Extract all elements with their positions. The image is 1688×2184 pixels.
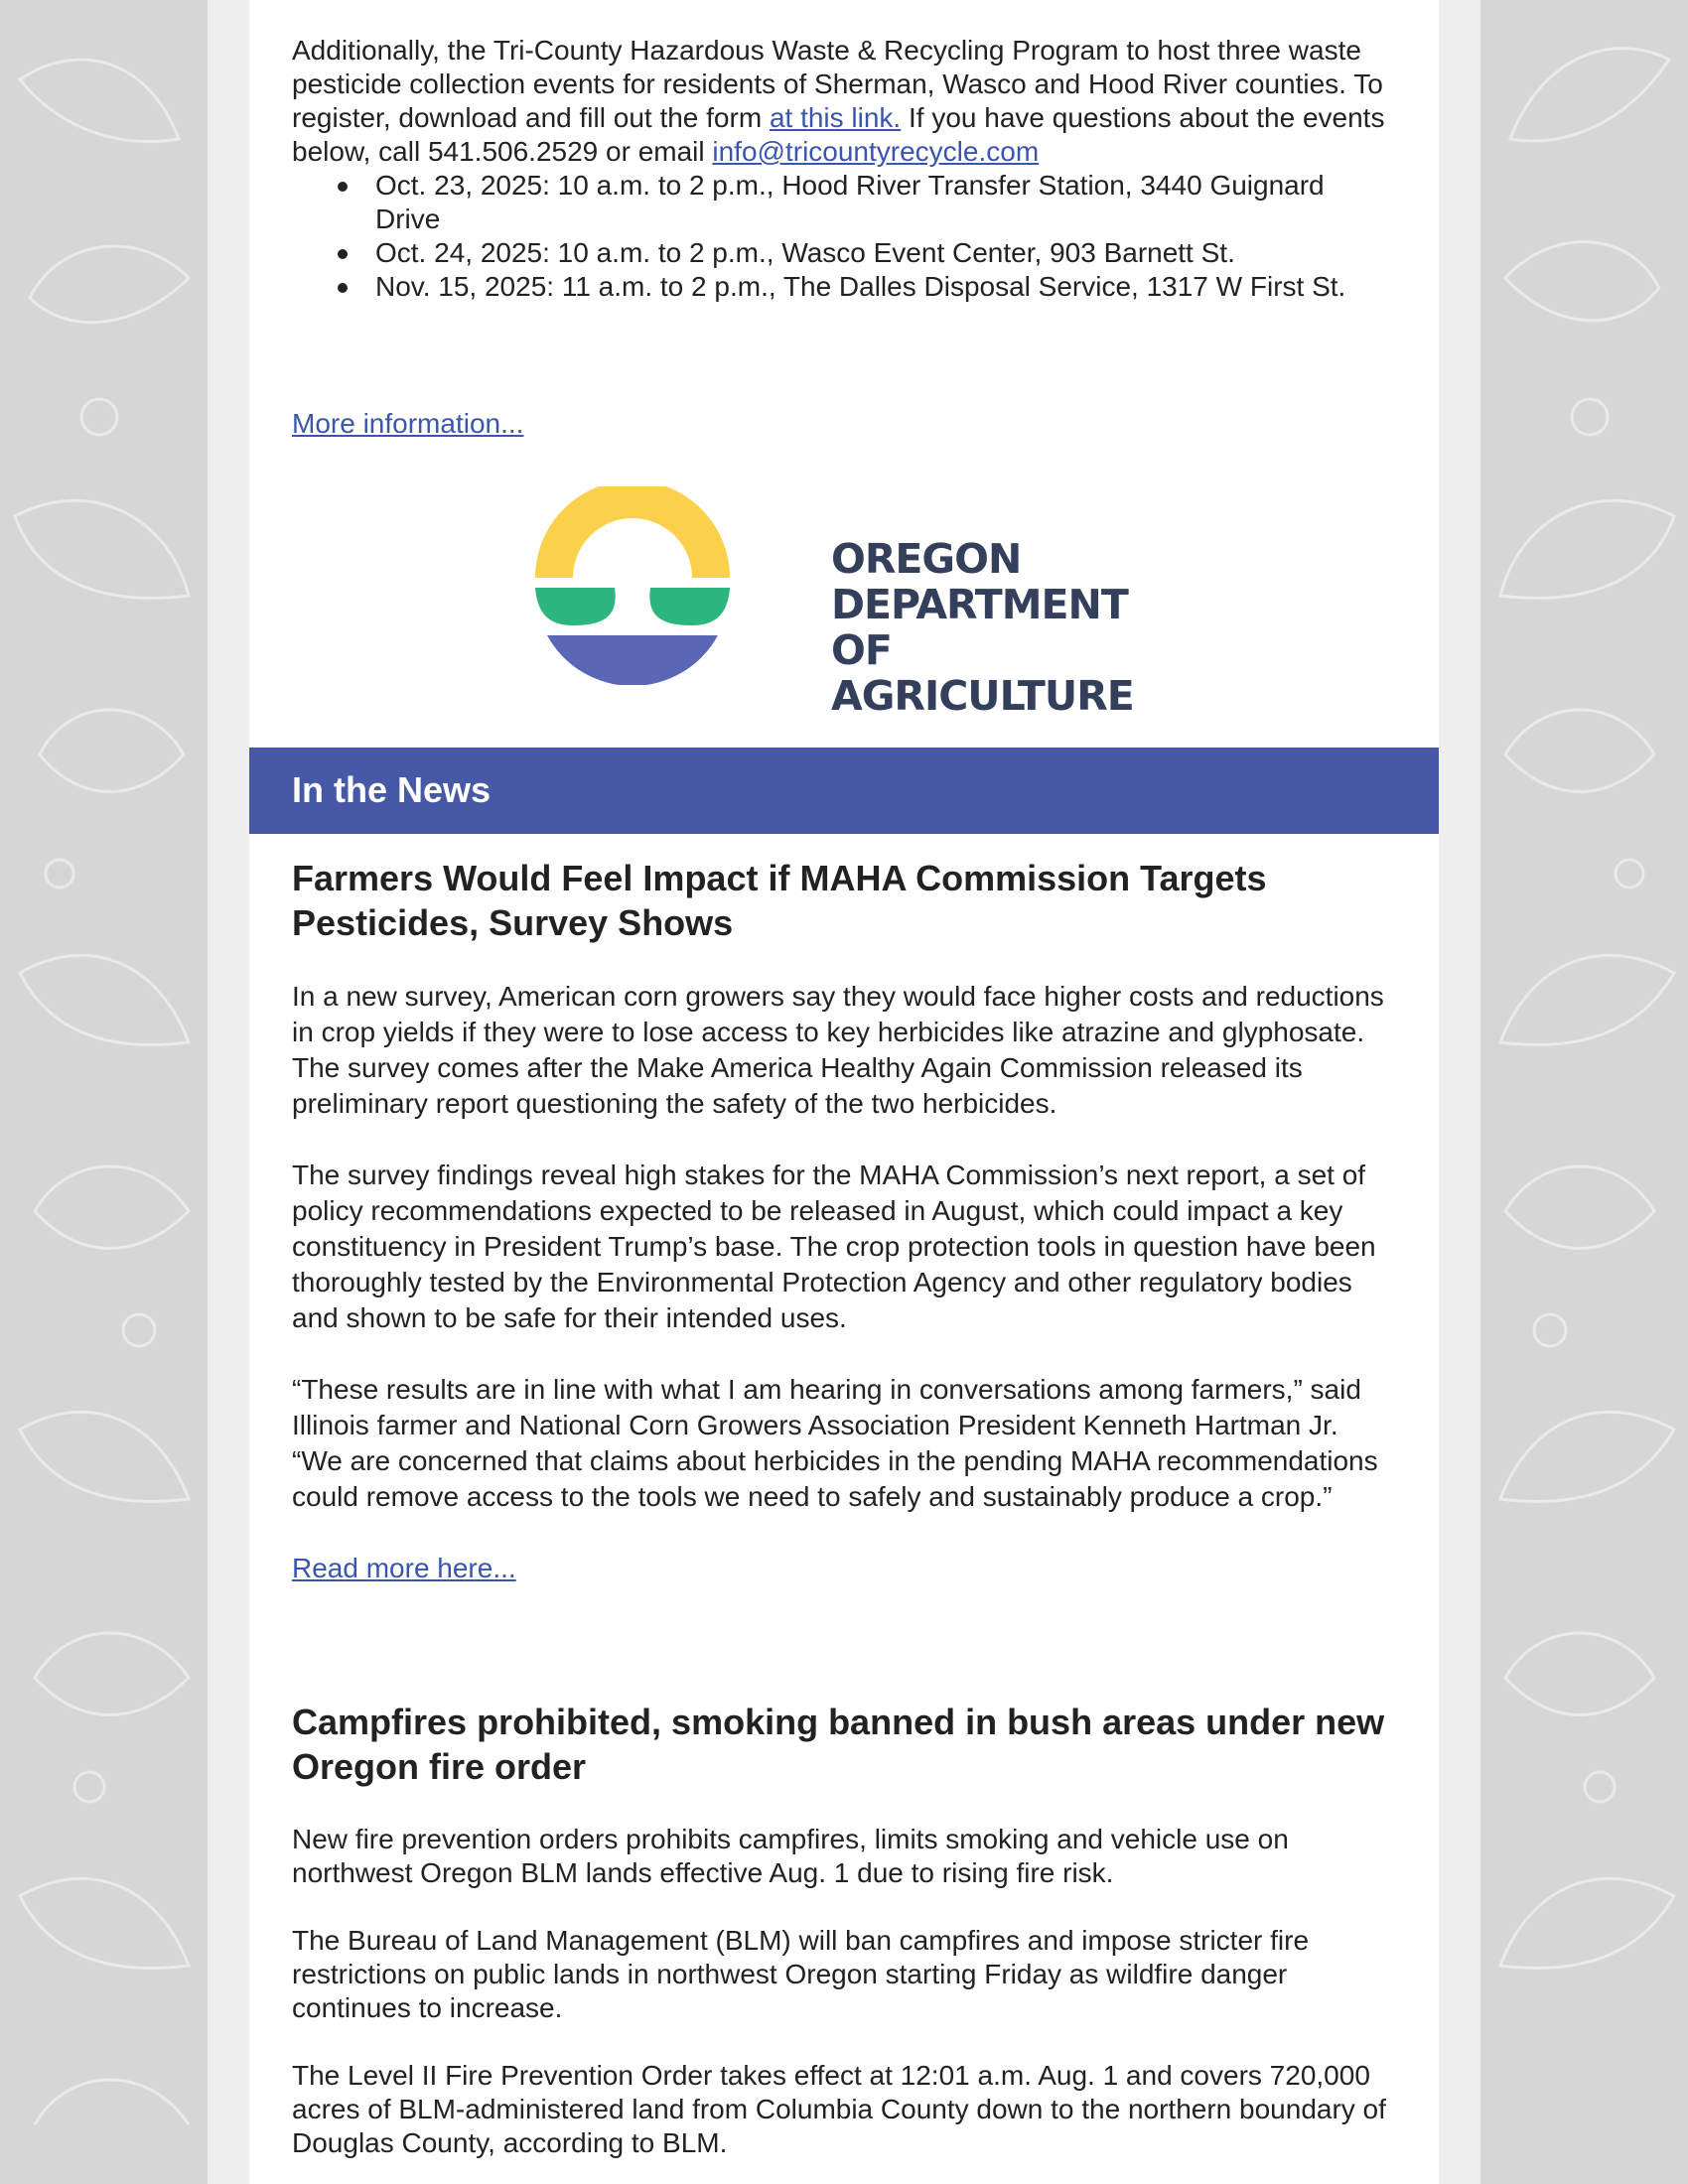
article-paragraph: The survey findings reveal high stakes for the MAHA Commission’s next report, a set of policy recommendations expected to be released in August, which could impact a key constituency in President Trump’s base. The crop protection tools in question have been thoroughly tested by the Environmental Protection Agency and other regulatory bodies and shown to be safe for their intended uses. [292, 1160, 1376, 1333]
events-list [292, 169, 1396, 304]
oda-logo-mark [533, 486, 732, 685]
oda-logo [533, 486, 1169, 720]
article-paragraph: The Bureau of Land Management (BLM) will ban campfires and impose stricter fire restrictions on public lands in northwest Oregon starting Friday as wildfire danger continues to increase. [292, 1925, 1310, 2023]
article-paragraph: “These results are in line with what I am hearing in conversations among farmers,” said Illinois farmer and National Corn Growers Association President Kenneth Hartman Jr. “We are concerned that claims about herbicides in the pending MAHA recommendations could remove access to the tools we need to safely and sustainably produce a crop.” [292, 1374, 1378, 1512]
event-text: Nov. 15, 2025: 11 a.m. to 2 p.m., The Dalles Disposal Service, 1317 W First St. [375, 271, 1346, 302]
list-item [292, 270, 1396, 304]
right-gutter [1439, 0, 1480, 2184]
section-header-bar [249, 748, 1439, 834]
intro-text: Additionally, the Tri-County Hazardous Waste & Recycling Program to host three waste pesticide collection events for residents of Sherman, Wasco and Hood River counties. To register, download and fill out the form [292, 35, 1383, 133]
background-pattern-right [1480, 0, 1688, 2184]
list-item [292, 169, 1396, 236]
more-info-block [292, 407, 1396, 441]
background-pattern-left [0, 0, 208, 2184]
form-link[interactable]: at this link. [769, 102, 902, 133]
article-paragraph: In a new survey, American corn growers say they would face higher costs and reductions in crop yields if they were to lose access to key herbicides like atrazine and glyphosate. The survey comes after the Make America Healthy Again Commission released its preliminary report questioning the safety of the two herbicides. [292, 981, 1384, 1119]
article-farmers [292, 856, 1396, 1586]
article-campfires [292, 1700, 1396, 2160]
logo-line-3: AGRICULTURE [831, 672, 1134, 720]
article-headline: Farmers Would Feel Impact if MAHA Commission Targets Pesticides, Survey Shows [292, 858, 1267, 943]
event-text: Oct. 24, 2025: 10 a.m. to 2 p.m., Wasco Event Center, 903 Barnett St. [375, 237, 1235, 268]
event-text: Oct. 23, 2025: 10 a.m. to 2 p.m., Hood River Transfer Station, 3440 Guignard Drive [375, 170, 1325, 234]
article-paragraph: New fire prevention orders prohibits campfires, limits smoking and vehicle use on northwest Oregon BLM lands effective Aug. 1 due to rising fire risk. [292, 1824, 1289, 1888]
newsletter-card [249, 0, 1439, 2184]
article-headline: Campfires prohibited, smoking banned in bush areas under new Oregon fire order [292, 1702, 1385, 1787]
intro-block [292, 34, 1396, 304]
more-information-link[interactable]: More information... [292, 408, 524, 439]
intro-paragraph [292, 34, 1396, 169]
section-title: In the News [292, 769, 492, 810]
email-link[interactable]: info@tricountyrecycle.com [712, 136, 1040, 167]
oda-logo-text [831, 536, 1169, 719]
read-more-link[interactable]: Read more here... [292, 1553, 516, 1583]
logo-line-1: OREGON [831, 535, 1022, 583]
logo-line-2: DEPARTMENT OF [831, 581, 1128, 674]
intro-text-2: If you have questions about the events below, call 541.506.2529 or email [292, 102, 1385, 167]
article-paragraph: The Level II Fire Prevention Order takes effect at 12:01 a.m. Aug. 1 and covers 720,000 acres of BLM-administered land from Columbia County down to the northern boundary of Douglas County, according to BLM. [292, 2060, 1386, 2158]
list-item [292, 236, 1396, 270]
left-gutter [208, 0, 249, 2184]
